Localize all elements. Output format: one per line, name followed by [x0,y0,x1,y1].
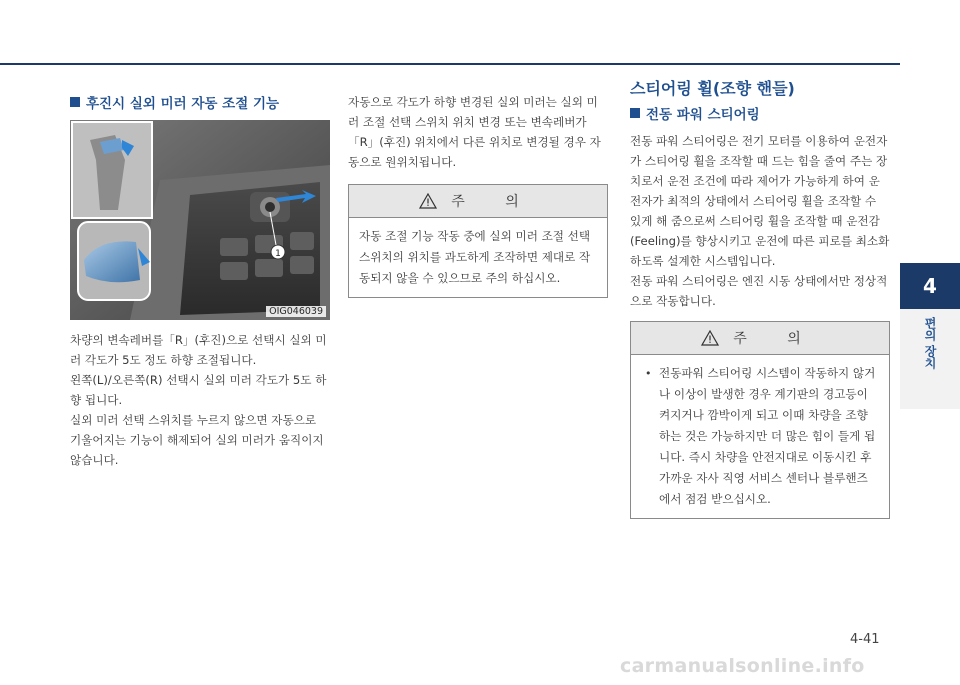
caution-box [348,184,608,298]
paragraph-2: 왼쪽(L)/오른쪽(R) 선택시 실외 미러 각도가 5도 하향 됩니다. [70,373,327,407]
middle-column [348,92,608,298]
section-heading-right [630,103,890,123]
section-heading [70,92,330,112]
chapter-tab-number: 4 [900,263,960,309]
watermark: carmanualsonline.info [620,655,865,677]
page-number: 4-41 [850,632,880,647]
paragraph-middle: 자동으로 각도가 하향 변경된 실외 미러는 실외 미러 조절 선택 스위치 위치 변경 또는 변속레버가「R」(후진) 위치에서 다른 위치로 변경될 경우 자동으로 원위치됩니다. [348,95,601,169]
warning-icon [419,193,437,209]
paragraph-right-2: 전동 파워 스티어링은 엔진 시동 상태에서만 정상적으로 작동합니다. [630,274,888,308]
bullet-dot-icon: • [645,367,652,380]
section-heading-right-text: 전동 파워 스티어링 [646,107,760,123]
caution-bullet-item [631,355,889,518]
chapter-title: 스티어링 휠(조향 핸들) [630,79,795,98]
caution-label-right: 주 의 [733,331,819,347]
paragraph-3: 실외 미러 선택 스위치를 누르지 않으면 자동으로 기울어지는 기능이 해제되어 실외 미러가 움직이지 않습니다. [70,413,324,467]
paragraph-right-1: 전동 파워 스티어링은 전기 모터를 이용하여 운전자가 스티어링 휠을 조작할 때 드는 힘을 줄여 주는 장치로서 운전 조건에 따라 제어가 가능하게 하여 운전자가 최적의 상태에서 스티어링 휠을 조작할 수 있게 해 줌으로써 스티어링 휠을 조작할 때 운전감(Feeling)를 향상시키고 운전에 따른 피로를 최소화하도록 설계한 시스템입니다. [630,134,890,268]
caution-box-right [630,321,890,519]
caution-header [349,185,607,218]
warning-icon [701,330,719,346]
callout-number: 1 [275,249,281,259]
left-column [70,92,330,470]
top-rule [0,63,900,65]
paragraph-1: 차량의 변속레버를「R」(후진)으로 선택시 실외 미러 각도가 5도 정도 하향 조절됩니다. [70,333,327,367]
caution-text-right: 전동파워 스티어링 시스템이 작동하지 않거나 이상이 발생한 경우 계기판의 경고등이 켜지거나 깜박이게 되고 이때 차량을 조향하는 것은 가능하지만 더 많은 힘이 들게 됩니다. 즉시 차량을 안전지대로 이동시킨 후 가까운 자사 직영 서비스 센터나 블루핸즈에서 점검 받으십시오. [659,366,876,506]
square-bullet-icon [630,108,640,118]
caution-label: 주 의 [451,194,537,210]
square-bullet-icon [70,97,80,107]
photo-code: OIG046039 [266,306,326,317]
chapter-tab-label: 편의 장치 [923,317,937,370]
door-switch-illustration [70,120,330,320]
right-column [630,76,890,519]
caution-text: 자동 조절 기능 작동 중에 실외 미러 조절 선택 스위치의 위치를 과도하게 조작하면 제대로 작동되지 않을 수 있으므로 주의 하십시오. [359,229,591,285]
caution-header-right [631,322,889,355]
door-switch-photo [70,120,330,320]
section-heading-text: 후진시 실외 미러 자동 조절 기능 [86,96,280,112]
